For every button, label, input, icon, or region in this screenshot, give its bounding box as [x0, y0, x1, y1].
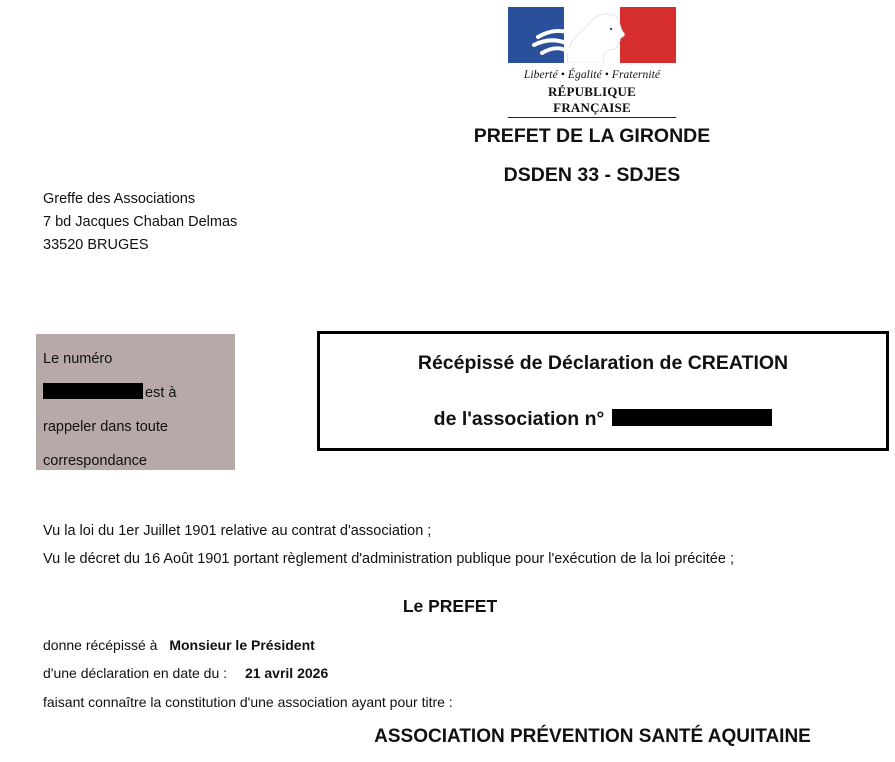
notice-line-4: correspondance: [43, 453, 147, 469]
redacted-number: [43, 383, 143, 399]
sender-address: [43, 188, 237, 257]
receipt-title-box: [317, 331, 889, 451]
notice-line-3: rappeler dans toute: [43, 419, 168, 435]
receipt-recipient: [43, 637, 315, 653]
notice-line-1: Le numéro: [43, 351, 113, 367]
notice-line-2-suffix: est à: [145, 385, 177, 401]
notice-line-2: [43, 376, 235, 410]
receipt-title-line-2: [320, 408, 886, 431]
address-line-3: 33520 BRUGES: [43, 237, 149, 253]
marianne-profile-icon: [508, 7, 676, 63]
republique-francaise-logo: [508, 7, 676, 118]
service-title: DSDEN 33 - SDJES: [503, 164, 681, 186]
receipt-association-number-label: de l'association n°: [433, 408, 605, 430]
reference-notice-box: [36, 334, 235, 470]
constitution-statement: faisant connaître la constitution d'une association ayant pour titre :: [43, 694, 453, 710]
address-line-2: 7 bd Jacques Chaban Delmas: [43, 214, 238, 230]
recipient-value: Monsieur le Président: [169, 637, 315, 653]
redacted-association-number: [612, 409, 772, 426]
decree-reference-1901: Vu le décret du 16 Août 1901 portant règlement d'administration publique pour l'exécution de la loi précitée ;: [43, 551, 734, 567]
law-reference-1901: Vu la loi du 1er Juillet 1901 relative au contrat d'association ;: [43, 523, 432, 539]
republic-name: RÉPUBLIQUE FRANÇAISE: [508, 84, 676, 118]
recipient-label: donne récépissé à: [43, 637, 158, 653]
address-line-1: Greffe des Associations: [43, 191, 196, 207]
republic-motto: Liberté • Égalité • Fraternité: [523, 69, 661, 81]
prefecture-title: PREFET DE LA GIRONDE: [473, 125, 711, 147]
prefet-heading: Le PREFET: [402, 596, 498, 616]
receipt-title-line-1: Récépissé de Déclaration de CREATION: [417, 352, 789, 374]
marianne-flag-emblem: [508, 7, 676, 63]
declaration-date: [43, 665, 328, 681]
association-title: ASSOCIATION PRÉVENTION SANTÉ AQUITAINE: [374, 726, 811, 747]
date-label: d'une déclaration en date du :: [43, 665, 228, 681]
date-value: 21 avril 2026: [244, 665, 329, 681]
